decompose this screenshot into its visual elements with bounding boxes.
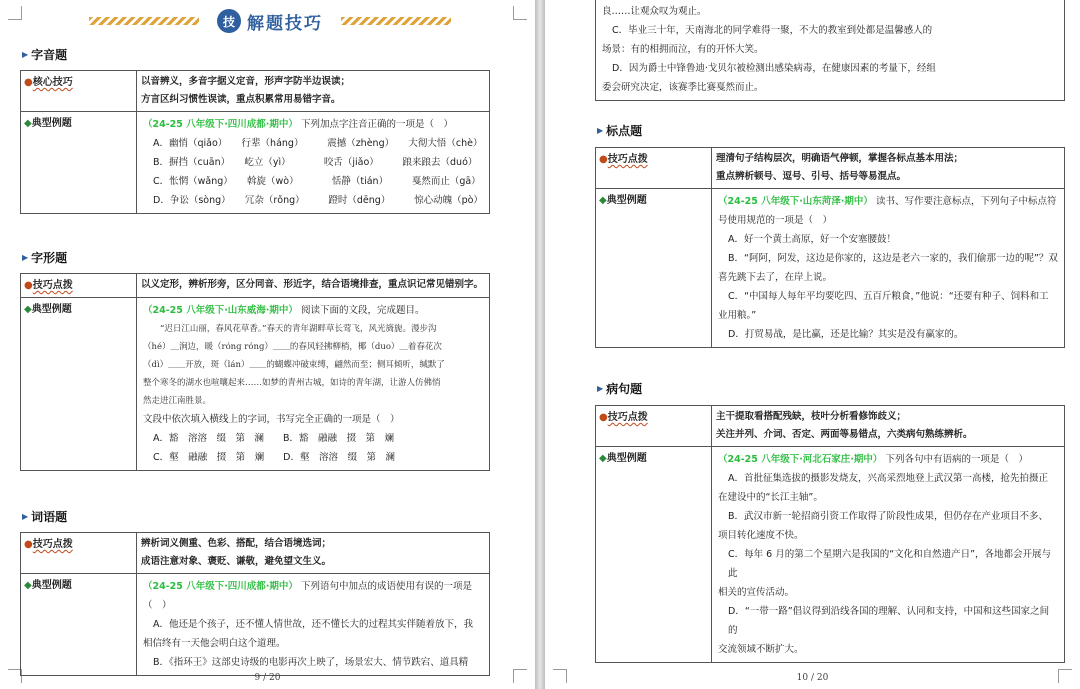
option-c: C．每年 6 月的第二个星期六是我国的“文化和自然遗产日”，各地都会开展与此 bbox=[728, 549, 1052, 579]
question-table-pronunciation bbox=[20, 70, 490, 214]
tip-text: 辨析词义侧重、色彩、搭配，结合语境选词； 成语注意对象、褒贬、谦敬，避免望文生义。 bbox=[137, 533, 490, 574]
question-table-words bbox=[20, 532, 490, 676]
section-title-punctuation: ▶ 标点题 bbox=[597, 124, 643, 138]
example-label: ◆典型例题 bbox=[21, 574, 137, 676]
example-label: ◆典型例题 bbox=[596, 189, 712, 348]
tip-text: 主干提取看搭配残缺，枝叶分析看修饰歧义； 关注并列、介词、否定、两面等易错点，六类病句熟练辨析。 bbox=[712, 406, 1065, 447]
example-body: （24-25 八年级下·山东威海·期中） 阅读下面的文段，完成题目。 “迟日江山丽，春风花草香。”春天的青年湖畔草长莺飞，风光旖旎。漫步沟 （hé）＿涧边，暖（róng róng）＿＿的春风轻拂柳梢，椰（duo）＿着春花次 （dì）＿＿开放，斑（lán）＿＿的蝴蝶冲破束缚，翩然而至；侧耳倾听，缄默了 整个寒冬的湖水也喧嚷起来……如梦的青州古城，如诗的青年湖，让游人仿佛悄 然走进江南胜景。 文段中依次填入横线上的字词，书写完全正确的一项是（ ） A．豁 溶溶 缀 第 澜 B．豁 融融 掇 第 斓 C．壑 融融 掇 第 斓 D．壑 溶溶 缀 第 澜 bbox=[137, 298, 490, 471]
bullet-icon: ● bbox=[24, 280, 33, 291]
section-title-words: ▶ 词语题 bbox=[22, 510, 68, 524]
section-banner bbox=[70, 6, 470, 36]
option-a: A．好一个黄土高原，好一个安塞腰鼓！ bbox=[728, 234, 896, 245]
tip-label: ●技巧点拨 bbox=[21, 533, 137, 574]
section-title-pronunciation: ▶ 字音题 bbox=[22, 48, 68, 62]
tip-text: 以音辨义，多音字据义定音，形声字防半边误读； 方言区纠习惯性误读，重点积累常用易错字音。 bbox=[137, 71, 490, 112]
option-cd: C．壑 融融 掇 第 斓 D．壑 溶溶 缀 第 澜 bbox=[153, 452, 395, 463]
option-c: C．“中国每人每年平均要吃四、五百斤粮食，”他说：“还要有种子、饲料和工 bbox=[728, 291, 1049, 302]
triangle-icon: ▶ bbox=[597, 384, 604, 393]
section-title-character: ▶ 字形题 bbox=[22, 251, 68, 265]
page-number: 9 / 20 bbox=[254, 673, 281, 683]
triangle-icon: ▶ bbox=[22, 50, 29, 59]
bullet-icon: ● bbox=[24, 539, 33, 550]
bullet-icon: ● bbox=[599, 412, 608, 423]
banner-stripes-right bbox=[341, 17, 451, 25]
bullet-icon: ◆ bbox=[24, 304, 32, 315]
example-body: （24-25 八年级下·四川成都·期中） 下列加点字注音正确的一项是（ ） A．幽悄（qiǎo） 行辈（háng） 震撼（zhèng） 大彻大悟（chè） B．摒挡（cuān） 屹立（yì） 咬舌（jiǎo） 踉来踉去（duó） C．怅惘（wǎng） 斡旋（wò） 恬静（tián） 戛然而止（gā） D．争讼（sòng） 冗杂（rǒng） 蹬时（dēng） 惊心动魄（pò） bbox=[137, 112, 490, 214]
triangle-icon: ▶ bbox=[22, 253, 29, 262]
option-b: B．摒挡（cuān） 屹立（yì） 咬舌（jiǎo） 踉来踉去（duó） bbox=[153, 157, 478, 168]
question-table-character bbox=[20, 273, 490, 471]
example-body: （24-25 八年级下·山东菏泽·期中） 读书、写作要注意标点，下列句子中标点符 号使用规范的一项是（ ） A．好一个黄土高原，好一个安塞腰鼓！ B．“阿阿，阿发，这边是你家的，这边是老六一家的，我们偷那一边的呢”？双 喜先跳下去了，在岸上说。 C．“中国每人每年平均要吃四、五百斤粮食，”他说：“还要有种子、饲料和工 业用粮。” D．打贸易战，是比赢，还是比输？其实是没有赢家的。 bbox=[712, 189, 1065, 348]
option-b: B．“阿阿，阿发，这边是你家的，这边是老六一家的，我们偷那一边的呢”？双 bbox=[728, 253, 1058, 264]
triangle-icon: ▶ bbox=[597, 126, 604, 135]
page-9 bbox=[0, 0, 535, 689]
option-a: A．幽悄（qiǎo） 行辈（háng） 震撼（zhèng） 大彻大悟（chè） bbox=[153, 138, 483, 149]
continuation-body: 良……让观众叹为观止。 C．毕业三十年，天南海北的同学难得一聚，不大的教室到处都是温馨感人的 场景：有的相拥而泣，有的开怀大笑。 D．因为爵士中锋鲁迪·戈贝尔被检测出感染病毒，在健康因素的考量下，经组 委会研究决定，该赛季比赛戛然而止。 bbox=[596, 0, 1065, 101]
example-label: ◆典型例题 bbox=[21, 298, 137, 471]
page-number: 10 / 20 bbox=[796, 673, 829, 683]
option-d: D．打贸易战，是比赢，还是比输？其实是没有赢家的。 bbox=[728, 329, 964, 340]
tip-label: ●技巧点拨 bbox=[596, 406, 712, 447]
bullet-icon: ◆ bbox=[24, 580, 32, 591]
tip-text: 理清句子结构层次，明确语气停顿，掌握各标点基本用法； 重点辨析顿号、逗号、引号、括号等易混点。 bbox=[712, 148, 1065, 189]
tip-text: 以义定形，辨析形旁，区分同音、形近字，结合语境排查，重点识记常见错别字。 bbox=[137, 274, 490, 298]
tip-label: ●技巧点拨 bbox=[21, 274, 137, 298]
option-d: D．“一带一路”倡议得到沿线各国的理解、认同和支持，中国和这些国家之间的 bbox=[728, 606, 1050, 636]
option-d: D．争讼（sòng） 冗杂（rǒng） 蹬时（dēng） 惊心动魄（pò） bbox=[153, 195, 483, 206]
bullet-icon: ● bbox=[599, 154, 608, 165]
page-10 bbox=[545, 0, 1080, 689]
banner-badge-icon: 技 bbox=[217, 9, 241, 33]
bullet-icon: ● bbox=[24, 77, 33, 88]
tip-label: ●核心技巧 bbox=[21, 71, 137, 112]
section-title-sentence-errors: ▶ 病句题 bbox=[597, 382, 643, 396]
option-ab: A．豁 溶溶 缀 第 澜 B．豁 融融 掇 第 斓 bbox=[153, 433, 395, 444]
triangle-icon: ▶ bbox=[22, 512, 29, 521]
option-b: B．武汉市新一轮招商引资工作取得了阶段性成果，但仍存在产业项目不多、 bbox=[728, 511, 1049, 522]
bullet-icon: ◆ bbox=[599, 195, 607, 206]
banner-stripes-left bbox=[89, 17, 199, 25]
example-label: ◆典型例题 bbox=[21, 112, 137, 214]
example-label: ◆典型例题 bbox=[596, 447, 712, 663]
bullet-icon: ◆ bbox=[24, 118, 32, 129]
example-body: （24-25 八年级下·河北石家庄·期中） 下列各句中有语病的一项是（ ） A．首批征集选拔的摄影发烧友，兴高采烈地登上武汉第一高楼，抢先拍摄正 在建设中的“长江主轴”。 B．武汉市新一轮招商引资工作取得了阶段性成果，但仍存在产业项目不多、 项目转化速度不快。 C．每年 6 月的第二个星期六是我国的“文化和自然遗产日”，各地都会开展与此 相关的宣传活动。 D．“一带一路”倡议得到沿线各国的理解、认同和支持，中国和这些国家之间的 交流领域不断扩大。 bbox=[712, 447, 1065, 663]
tip-label: ●技巧点拨 bbox=[596, 148, 712, 189]
continuation-table bbox=[595, 0, 1065, 101]
banner-title: 解题技巧 bbox=[247, 13, 323, 34]
page-divider bbox=[535, 0, 545, 689]
question-table-sentence-errors bbox=[595, 405, 1065, 663]
example-body: （24-25 八年级下·四川成都·期中） 下列语句中加点的成语使用有误的一项是（ ） A．他还是个孩子，还不懂人情世故，还不懂长大的过程其实伴随着放下，我 相信终有一天他会明白这个道理。 B．《指环王》这部史诗级的电影再次上映了，场景宏大、情节跌宕、道具精 bbox=[137, 574, 490, 676]
option-c: C．怅惘（wǎng） 斡旋（wò） 恬静（tián） 戛然而止（gā） bbox=[153, 176, 481, 187]
question-table-punctuation bbox=[595, 147, 1065, 348]
option-a: A．首批征集选拔的摄影发烧友，兴高采烈地登上武汉第一高楼，抢先拍摄正 bbox=[728, 473, 1048, 484]
bullet-icon: ◆ bbox=[599, 453, 607, 464]
